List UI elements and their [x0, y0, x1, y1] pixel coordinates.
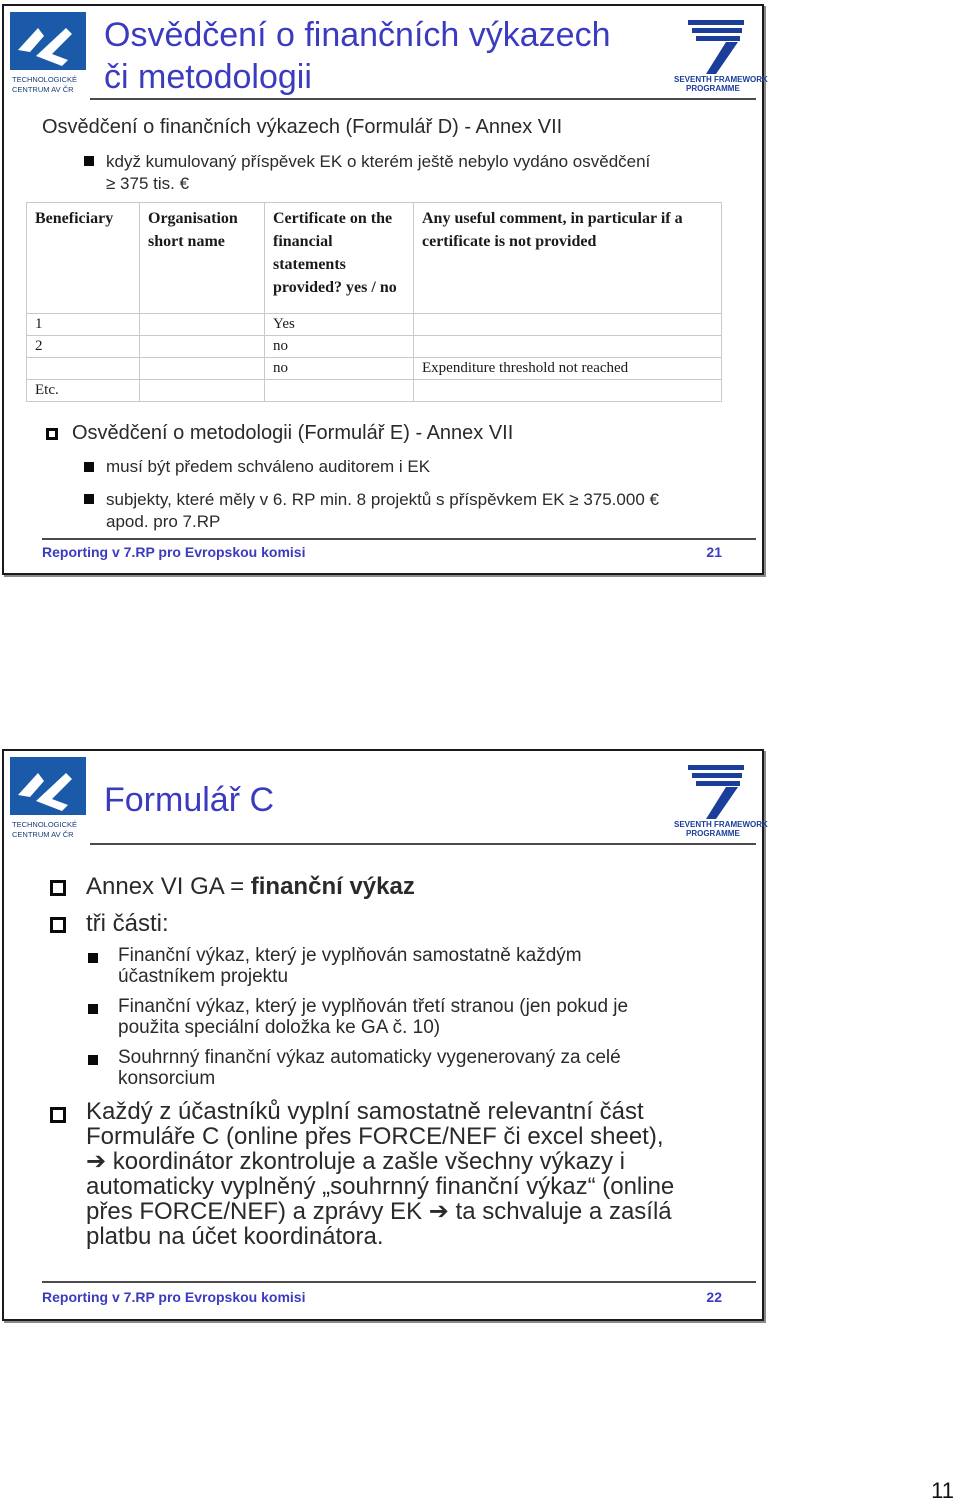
table-row: Etc.	[27, 380, 722, 402]
title-line-2: či metodologii	[104, 58, 312, 96]
bullet-text: Každý z účastníků vyplní samostatně relevantní část Formuláře C (online přes FORCE/NEF či excel sheet), ➔ koordinátor zkontroluje a zašle všechny výkazy i automaticky vyplněný „souhrnný finanční výkaz“ (online přes FORCE/NEF) a zprávy EK ➔ ta schvaluje a zasílá platbu na účet koordinátora.	[86, 1098, 675, 1250]
slide-22	[2, 749, 768, 1321]
header-cell: Certificate on the financial statements provided? yes / no	[265, 203, 414, 314]
bullet-square-icon	[84, 156, 94, 166]
title-divider	[90, 98, 756, 100]
bullet-square-icon	[88, 1055, 98, 1065]
title-line-1: Osvědčení o finančních výkazech	[104, 16, 611, 54]
hollow-bullet-icon	[46, 428, 58, 440]
slide-title: Formulář C	[104, 781, 275, 819]
hollow-bullet-icon	[50, 1107, 66, 1123]
svg-text:SEVENTH FRAMEWORK: SEVENTH FRAMEWORK	[674, 820, 768, 829]
technologicke-centrum-logo	[8, 10, 88, 96]
fp7-logo	[672, 761, 768, 839]
section-text: Osvědčení o metodologii (Formulář E) - Annex VII	[72, 422, 514, 444]
arrow-right-icon: ➔	[428, 1197, 449, 1226]
technologicke-centrum-logo	[8, 755, 88, 841]
svg-text:PROGRAMME: PROGRAMME	[686, 84, 740, 93]
bullet-square-icon	[84, 462, 94, 472]
table-row: no Expenditure threshold not reached	[27, 358, 722, 380]
bullet-square-icon	[88, 1004, 98, 1014]
document-page-number: 11	[931, 1478, 954, 1503]
sub-bullet-text: Souhrnný finanční výkaz automaticky vygenerovaný za celé konsorcium	[118, 1047, 621, 1089]
svg-text:TECHNOLOGICKÉ: TECHNOLOGICKÉ	[12, 820, 78, 829]
slide-footer: Reporting v 7.RP pro Evropskou komisi	[42, 1289, 306, 1305]
slide-footer: Reporting v 7.RP pro Evropskou komisi	[42, 544, 306, 560]
sub-bullet-text: Finanční výkaz, který je vyplňován samostatně každým účastníkem projektu	[118, 945, 582, 987]
svg-text:SEVENTH FRAMEWORK: SEVENTH FRAMEWORK	[674, 75, 768, 84]
bullet-square-icon	[88, 953, 98, 963]
sub-bullet-text: Finanční výkaz, který je vyplňován třetí stranou (jen pokud je použita speciální doložka ke GA č. 10)	[118, 996, 629, 1038]
svg-text:PROGRAMME: PROGRAMME	[686, 829, 740, 838]
header-cell: Beneficiary	[27, 203, 140, 314]
bullet-text: když kumulovaný příspěvek EK o kterém ještě nebylo vydáno osvědčení ≥ 375 tis. €	[106, 152, 651, 193]
svg-text:TECHNOLOGICKÉ: TECHNOLOGICKÉ	[12, 75, 78, 84]
svg-text:CENTRUM AV ČR: CENTRUM AV ČR	[12, 830, 74, 839]
svg-text:CENTRUM AV ČR: CENTRUM AV ČR	[12, 85, 74, 94]
bullet-square-icon	[84, 494, 94, 504]
bullet-text: subjekty, které měly v 6. RP min. 8 projektů s příspěvkem EK ≥ 375.000 € apod. pro 7.RP	[106, 490, 659, 531]
header-cell: Organisation short name	[140, 203, 265, 314]
table-row: 1 Yes	[27, 314, 722, 336]
table-header-row	[27, 203, 722, 314]
hollow-bullet-icon	[50, 880, 66, 896]
bullet-text: musí být předem schváleno auditorem i EK	[106, 457, 431, 476]
arrow-right-icon: ➔	[86, 1147, 107, 1176]
fp7-logo	[672, 16, 768, 94]
slide-21	[2, 4, 768, 575]
bullet-text: Annex VI GA = finanční výkaz	[86, 873, 415, 900]
bullet-text: tři části:	[86, 910, 169, 937]
slide-number: 21	[706, 544, 722, 560]
footer-divider	[42, 538, 756, 540]
slide-title	[104, 14, 662, 98]
hollow-bullet-icon	[50, 917, 66, 933]
table-row: 2 no	[27, 336, 722, 358]
intro-text: Osvědčení o finančních výkazech (Formulář D) - Annex VII	[42, 116, 563, 138]
footer-divider	[42, 1281, 756, 1283]
certificate-table	[26, 202, 722, 402]
title-divider	[90, 843, 756, 845]
header-cell: Any useful comment, in particular if a certificate is not provided	[414, 203, 722, 314]
slide-number: 22	[706, 1289, 722, 1305]
